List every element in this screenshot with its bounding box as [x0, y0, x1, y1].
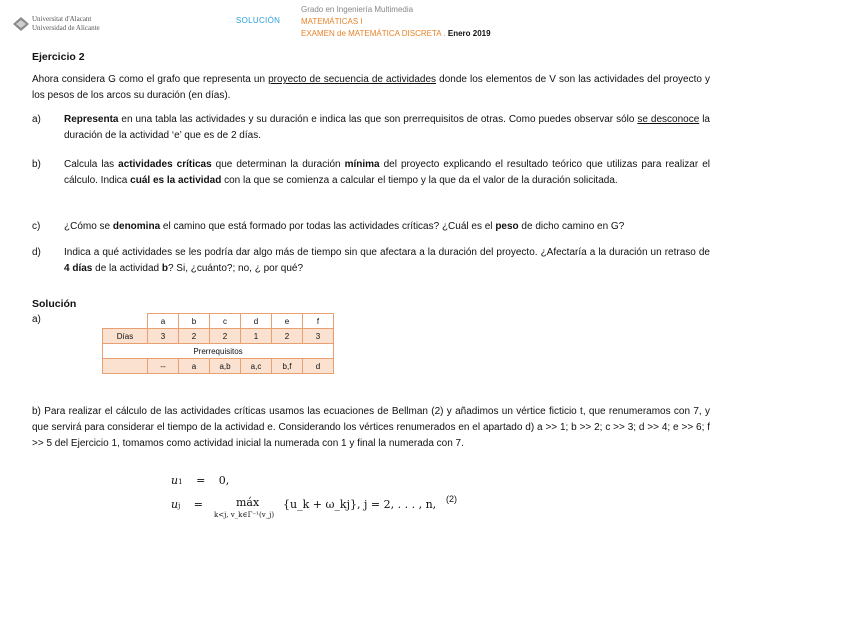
solution-tag: SOLUCIÓN [236, 16, 281, 25]
table-header-cell: e [272, 314, 303, 329]
question-b-label: b) [32, 159, 41, 170]
formula-subscript: j [178, 502, 181, 510]
table-cell: 2 [179, 329, 210, 344]
table-cell: a,b [210, 359, 241, 374]
bellman-eq-line-2 [171, 498, 203, 511]
question-c-text-1: ¿Cómo se [64, 221, 113, 232]
exercise-intro [32, 72, 710, 104]
table-row-durations [103, 329, 334, 344]
subject-name: MATEMÁTICAS I [301, 17, 363, 26]
exam-title: EXAMEN de MATEMÁTICA DISCRETA . [301, 29, 446, 38]
question-b-bold-2: mínima [344, 159, 380, 170]
degree-name: Grado en Ingeniería Multimedia [301, 5, 414, 14]
table-cell: 3 [303, 329, 334, 344]
table-header-cell: d [241, 314, 272, 329]
formula-max-subscript: k<j, v_k∈Γ⁻¹(v_j) [214, 511, 275, 519]
activities-table [102, 313, 334, 374]
table-header-row [103, 314, 334, 329]
table-row-label: Días [103, 329, 148, 344]
university-emblem-icon [13, 17, 29, 31]
table-header-cell: b [179, 314, 210, 329]
question-a-text-2: la duración de la actividad ‘e’ que es de 2 días. [64, 114, 710, 141]
question-d-bold-2: b [161, 263, 168, 274]
question-a-label: a) [32, 114, 41, 125]
question-d-text-2: de la actividad [92, 263, 162, 274]
table-cell: b,f [272, 359, 303, 374]
formula-equals: = [193, 498, 203, 511]
question-c-label: c) [32, 221, 41, 232]
table-cell: 2 [210, 329, 241, 344]
question-c-text-2: el camino que está formado por todas las actividades críticas? ¿Cuál es el [160, 221, 496, 232]
table-cell: 2 [272, 329, 303, 344]
question-a-text-1: en una tabla las actividades y su duración e indica las que son prerrequisitos de otras. Como puedes observar sólo [118, 114, 638, 125]
intro-text-1: Ahora considera G como el grafo que representa un [32, 74, 269, 85]
table-cell: 1 [241, 329, 272, 344]
question-c [32, 219, 710, 235]
question-b-text-3: del proyecto explicando el resultado teórico que utilizas para realizar el cálculo. Indica [64, 159, 710, 186]
table-cell: -- [148, 359, 179, 374]
table-cell-empty [103, 359, 148, 374]
table-cell: d [303, 359, 334, 374]
solution-a-label: a) [32, 314, 41, 325]
formula-max: máx [236, 496, 260, 509]
intro-text-2: donde los elementos de V son las actividades del proyecto y los pesos de los arcos su duración (en días). [32, 74, 710, 101]
table-cell: a [179, 359, 210, 374]
question-c-text-3: de dicho camino en G? [518, 221, 625, 232]
question-b-text-4: con la que se comienza a calcular el tiempo y la que da el valor de la duración solicitada. [221, 175, 618, 186]
table-header-cell: c [210, 314, 241, 329]
formula-body: {u_k + ω_kj}, j = 2, . . . , n, [283, 498, 437, 511]
solution-title: Solución [32, 298, 77, 310]
question-d-label: d) [32, 247, 41, 258]
question-b-bold-3: cuál es la actividad [130, 175, 222, 186]
intro-underlined: proyecto de secuencia de actividades [268, 74, 437, 85]
question-a [32, 112, 710, 144]
question-d-text-1: Indica a qué actividades se les podría dar algo más de tiempo sin que afectara a la duración del proyecto. ¿Afectaría a la duración un retraso de [64, 247, 710, 258]
exam-line [301, 29, 491, 38]
exercise-title: Ejercicio 2 [32, 51, 85, 63]
question-c-bold-1: denomina [112, 221, 161, 232]
question-b [32, 157, 710, 189]
table-row-prereqs [103, 359, 334, 374]
logo-line-1: Universitat d'Alacant [32, 15, 92, 23]
question-d [32, 245, 710, 277]
question-c-bold-2: peso [495, 221, 519, 232]
question-d-text-3: ? Si, ¿cuánto?; no, ¿ por qué? [167, 263, 304, 274]
question-a-bold: Representa [64, 114, 119, 125]
table-prereq-title: Prerrequisitos [103, 344, 334, 359]
table-cell: a,c [241, 359, 272, 374]
bellman-eq-line-1 [171, 474, 229, 487]
question-b-text-2: que determinan la duración [211, 159, 345, 170]
table-header-cell: f [303, 314, 334, 329]
formula-value: 0, [218, 474, 230, 487]
table-corner [103, 314, 148, 329]
question-d-bold-1: 4 días [64, 263, 93, 274]
solution-b-paragraph: b) Para realizar el cálculo de las actividades críticas usamos las ecuaciones de Bellman (2) y añadimos un vértice ficticio t, que renumeramos con 7, y que servirá para considerar el tiempo de la actividad e. Considerando los vértices renumerados en el apartado d) a >> 1; b >> 2; c >> 3; d >> 4; e >> 6; f >> 5 del Ejercicio 1, tomamos como actividad inicial la numerada con 1 y final la numerada con 7. [32, 406, 710, 449]
formula-equals: = [196, 474, 206, 487]
logo-line-2: Universidad de Alicante [32, 24, 100, 32]
table-header-cell: a [148, 314, 179, 329]
question-b-text-1: Calcula las [64, 159, 119, 170]
question-b-bold-1: actividades críticas [118, 159, 212, 170]
formula-subscript: 1 [178, 478, 183, 486]
university-logo [13, 15, 111, 37]
formula-number: (2) [446, 494, 457, 504]
question-a-underlined: se desconoce [637, 114, 700, 125]
table-cell: 3 [148, 329, 179, 344]
formula-var: u [171, 474, 179, 487]
exam-date: Enero 2019 [447, 29, 491, 38]
table-row-prereq-title [103, 344, 334, 359]
formula-var: u [171, 498, 179, 511]
